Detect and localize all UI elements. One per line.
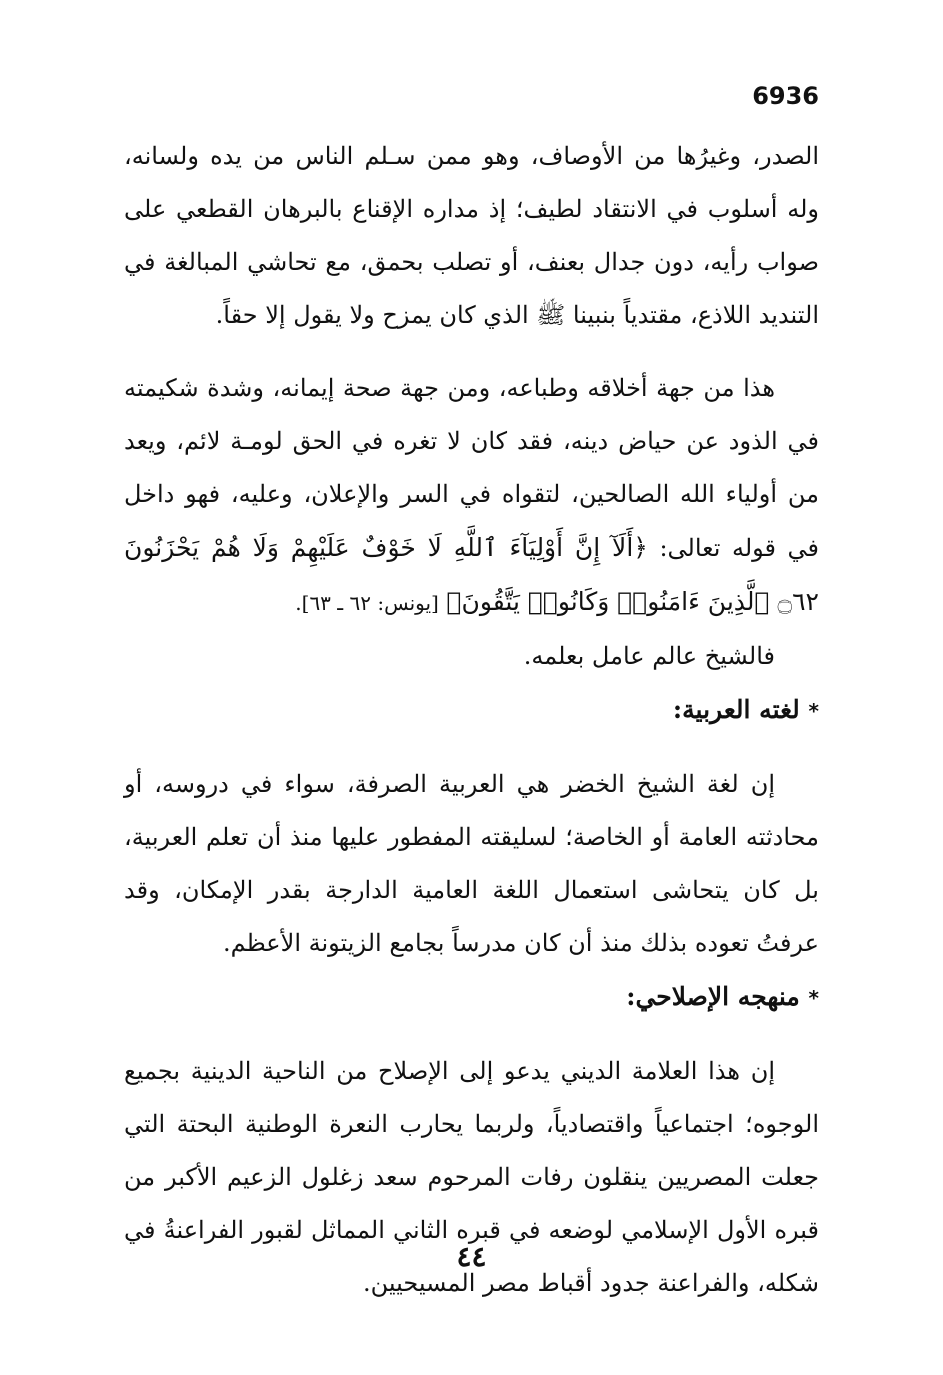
- section-heading-reform-text: منهجه الإصلاحي:: [626, 982, 800, 1011]
- paragraph-3: فالشيخ عالم عامل بعلمه.: [523, 642, 775, 670]
- bullet-star-icon: *: [808, 699, 819, 723]
- bullet-star-icon: *: [808, 986, 819, 1010]
- paragraph-5: إن هذا العلامة الديني يدعو إلى الإصلاح من الناحية الدينية بجميع الوجوه؛ اجتماعياً واقتصادياً، ولربما يحارب النعرة الوطنية البحتة التي جعلت المصريين ينقلون رفات المرحوم سعد زغلول الزعيم الأكبر من قبره الأول الإسلامي لوضعه في قبره الثاني المماثل لقبور الفراعنةُ في شكله، والفراعنة جدود أقباط مصر المسيحيين.: [124, 1057, 819, 1297]
- verse-reference: [يونس: ٦٢ ـ ٦٣].: [295, 591, 439, 615]
- quran-verse: ﴿أَلَآ إِنَّ أَوْلِيَآءَ ٱللَّهِ لَا خَوْفٌ عَلَيْهِمْ وَلَا هُمْ يَحْزَنُونَ ۝٦٢ ٱلَّذِينَ ءَامَنُوا۟ وَكَانُوا۟ يَتَّقُونَ﴾: [124, 533, 819, 616]
- page-id: 6936: [752, 82, 819, 110]
- paragraph-2-intro: هذا من جهة أخلاقه وطباعه، ومن جهة صحة إيمانه، وشدة شكيمته في الذود عن حياض دينه، فقد كان لا تغره في الحق لومـة لائم، ويعد من أولياء الله الصالحين، لتقواه في السر والإعلان، وعليه، فهو داخل في قوله تعالى:: [124, 374, 819, 562]
- paragraph-2: [124, 362, 819, 630]
- page-number: ٤٤: [456, 1240, 487, 1273]
- paragraph-4: إن لغة الشيخ الخضر هي العربية الصرفة، سواء في دروسه، أو محادثته العامة أو الخاصة؛ لسليقته المفطور عليها منذ أن تعلم العربية، بل كان يتحاشى استعمال اللغة العامية الدارجة بقدر الإمكان، وقد عرفتُ تعوده بذلك منذ أن كان مدرساً بجامع الزيتونة الأعظم.: [124, 770, 819, 957]
- section-heading-reform: [124, 970, 819, 1025]
- page-body: [124, 130, 819, 1310]
- paragraph-1: الصدر، وغيرُها من الأوصاف، وهو ممن سـلم الناس من يده ولسانه، وله أسلوب في الانتقاد لطيف؛ إذ مداره الإقناع بالبرهان القطعي على صواب رأيه، دون جدال بعنف، أو تصلب بحمق، مع تحاشي المبالغة في التنديد اللاذع، مقتدياً بنبينا ﷺ الذي كان يمزح ولا يقول إلا حقاً.: [124, 142, 819, 329]
- section-heading-language: [124, 683, 819, 738]
- section-heading-language-text: لغته العربية:: [672, 695, 800, 724]
